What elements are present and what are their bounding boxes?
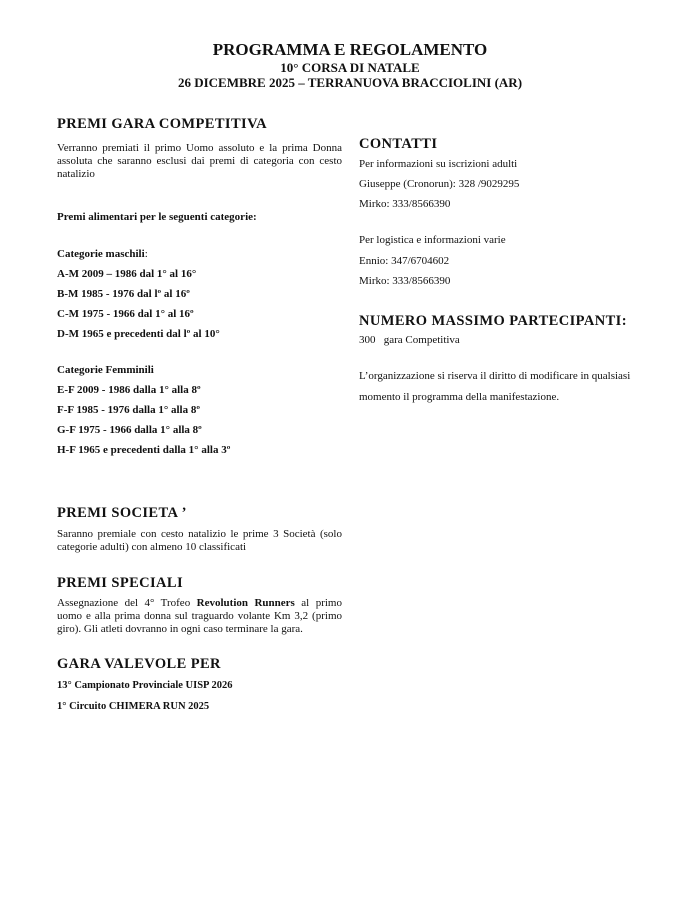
categoria-ef: E-F 2009 - 1986 dalla 1° alla 8º [57, 384, 201, 396]
valevole-heading: GARA VALEVOLE PER [57, 656, 221, 672]
categoria-hf: H-F 1965 e precedenti dalla 1° alla 3º [57, 444, 231, 456]
premi-gara-intro: Verranno premiati il primo Uomo assoluto e la prima Donna assoluta che saranno esclusi dai premi di categoria con cesto natalizio [57, 142, 342, 180]
categoria-am: A-M 2009 – 1986 dal 1° al 16° [57, 268, 197, 280]
contatti-adulti-label: Per informazioni su iscrizioni adulti [359, 158, 518, 170]
categoria-ff: F-F 1985 - 1976 dalla 1° alla 8º [57, 404, 200, 416]
valevole-item-1: 13° Campionato Provinciale UISP 2026 [57, 680, 233, 691]
document-title: PROGRAMMA E REGOLAMENTO [212, 40, 488, 59]
premi-speciali-text-before: Assegnazione del 4° Trofeo [57, 597, 197, 609]
categorie-maschili-title: Categorie maschili [57, 248, 145, 260]
nota-line-1: L’organizzazione si riserva il diritto di modificare in qualsiasi [359, 370, 631, 382]
premi-societa-heading: PREMI SOCIETA ’ [57, 505, 187, 521]
contatto-mirko-2: Mirko: 333/8566390 [359, 275, 451, 287]
contatto-mirko-1: Mirko: 333/8566390 [359, 198, 451, 210]
partecipanti-text: 300 gara Competitiva [359, 334, 460, 346]
document-subtitle: 10° CORSA DI NATALE [280, 60, 420, 75]
premi-speciali-text-after: al primo uomo e alla prima donna sul traguardo volante Km 3,2 (primo giro). Gli atleti dovranno in ogni caso terminare la gara. [57, 597, 342, 635]
categorie-maschili-label [57, 248, 342, 261]
revolution-runners-name: Revolution Runners [196, 597, 295, 609]
premi-alimentari-label: Premi alimentari per le seguenti categorie: [57, 211, 257, 223]
contatti-heading: CONTATTI [359, 136, 438, 152]
nota-line-2: momento il programma della manifestazione. [359, 391, 560, 403]
premi-speciali-heading: PREMI SPECIALI [57, 575, 184, 591]
document-header [0, 40, 700, 90]
categoria-cm: C-M 1975 - 1966 dal 1° al 16º [57, 308, 194, 320]
premi-speciali-text [57, 597, 342, 636]
partecipanti-heading: NUMERO MASSIMO PARTECIPANTI: [359, 313, 627, 329]
document-date-place: 26 DICEMBRE 2025 – TERRANUOVA BRACCIOLINI (AR) [177, 75, 523, 90]
right-column [359, 135, 649, 404]
categoria-dm: D-M 1965 e precedenti dal lº al 10° [57, 328, 220, 340]
valevole-item-2: 1° Circuito CHIMERA RUN 2025 [57, 701, 210, 712]
categorie-maschili-colon: : [144, 248, 148, 260]
contatti-logistica-label: Per logistica e informazioni varie [359, 234, 506, 246]
categorie-femminili-label: Categorie Femminili [57, 364, 154, 376]
contatto-ennio: Ennio: 347/6704602 [359, 255, 450, 267]
premi-societa-text: Saranno premiale con cesto natalizio le prime 3 Società (solo categorie adulti) con almeno 10 classificati [57, 528, 342, 553]
categoria-gf: G-F 1975 - 1966 dalla 1° alla 8º [57, 424, 202, 436]
categoria-bm: B-M 1985 - 1976 dal lº al 16º [57, 288, 190, 300]
premi-gara-heading: PREMI GARA COMPETITIVA [57, 116, 267, 132]
left-column [57, 115, 342, 713]
contatto-giuseppe: Giuseppe (Cronorun): 328 /9029295 [359, 178, 520, 190]
